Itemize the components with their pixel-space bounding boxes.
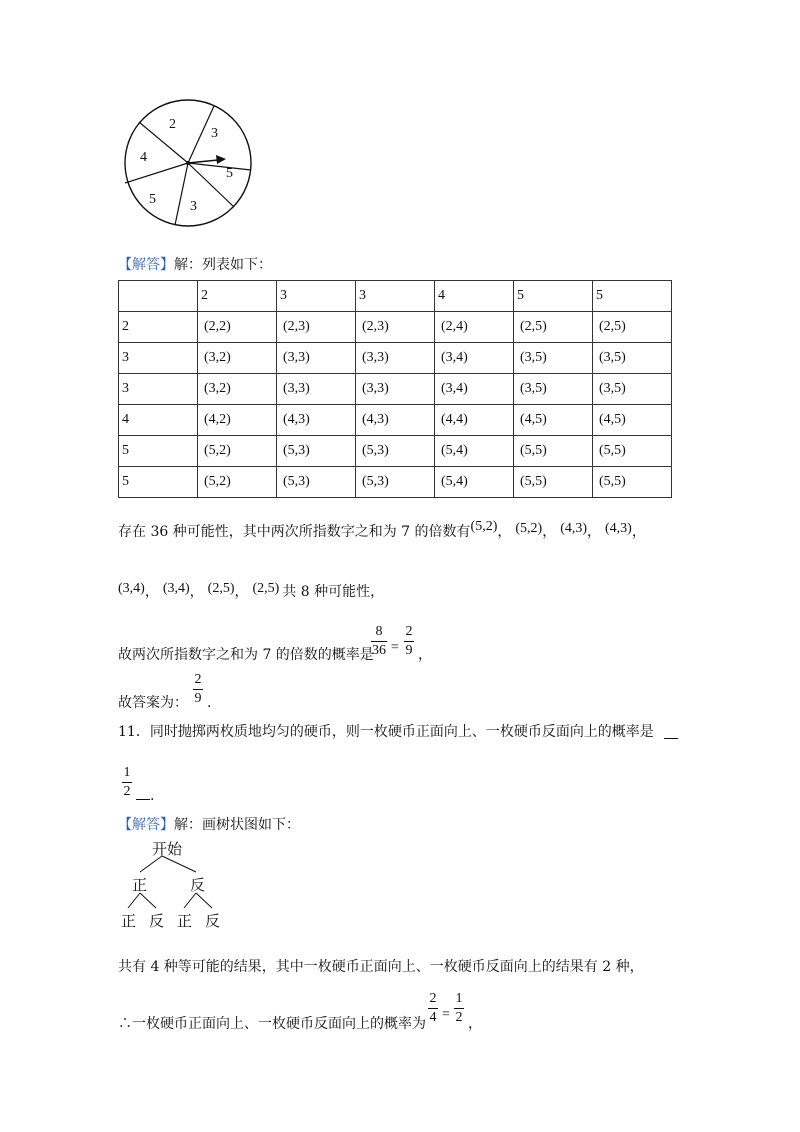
table-cell: (5,2) <box>198 467 277 498</box>
table-cell: (5,5) <box>514 467 593 498</box>
table-row-label: 3 <box>119 343 198 374</box>
q11-line1: 共有 4 种等可能的结果，其中一枚硬币正面向上、一枚硬币反面向上的结果有 2 种， <box>118 959 644 975</box>
table-row-label: 5 <box>119 467 198 498</box>
answer-blank <box>664 738 678 739</box>
tree-leaf: 反 <box>205 912 221 930</box>
comma: ， <box>418 647 432 663</box>
sector-label: 3 <box>190 199 197 214</box>
table-header-cell: 4 <box>435 281 514 312</box>
equals-sign: = <box>442 1007 450 1022</box>
table-row-label: 3 <box>119 374 198 405</box>
fraction-answer-2-9: 2 9 <box>194 672 202 706</box>
table-cell: (5,3) <box>277 436 356 467</box>
sector-label: 4 <box>140 150 147 165</box>
sector-label: 2 <box>169 117 176 132</box>
table-cell: (5,3) <box>277 467 356 498</box>
table-cell: (2,2) <box>198 312 277 343</box>
q11-line2: ∴一枚硬币正面向上、一枚硬币反面向上的概率为 <box>118 1016 426 1032</box>
table-cell: (4,2) <box>198 405 277 436</box>
table-cell: (2,5) <box>514 312 593 343</box>
table-cell: (2,3) <box>356 312 435 343</box>
table-header-cell: 3 <box>356 281 435 312</box>
pair: (2,5) <box>207 581 235 596</box>
q11-question: 11．同时抛掷两枚质地均匀的硬币，则一枚硬币正面向上、一枚硬币反面向上的概率是 <box>118 724 654 740</box>
q10-intro: 解：列表如下： <box>174 257 272 273</box>
table-row-label: 4 <box>119 405 198 436</box>
table-cell: (3,5) <box>593 374 672 405</box>
q10-intro-line <box>118 255 272 275</box>
sector-label: 5 <box>149 192 156 207</box>
fraction-1-2: 1 2 <box>455 991 463 1025</box>
table-cell: (3,4) <box>435 343 514 374</box>
q11-intro-line <box>118 815 300 835</box>
table-row <box>119 436 672 467</box>
fraction-2-4: 2 4 <box>429 991 437 1025</box>
table-row-label: 5 <box>119 436 198 467</box>
answer-blank <box>136 799 150 800</box>
table-header-cell: 5 <box>593 281 672 312</box>
pair: (3,4) <box>162 581 190 596</box>
table-cell: (3,2) <box>198 374 277 405</box>
table-cell: (4,5) <box>514 405 593 436</box>
table-header-cell <box>119 281 198 312</box>
table-header-cell: 3 <box>277 281 356 312</box>
table-cell: (4,3) <box>356 405 435 436</box>
spinner-diagram <box>120 98 258 232</box>
table-cell: (3,3) <box>356 374 435 405</box>
pair: (4,3) <box>605 521 632 536</box>
table-cell: (5,4) <box>435 436 514 467</box>
tree-leaf: 反 <box>149 912 165 930</box>
table-row <box>119 343 672 374</box>
table-cell: (3,3) <box>277 374 356 405</box>
comma: ， <box>468 1016 482 1032</box>
table-cell: (4,3) <box>277 405 356 436</box>
table-header-cell: 5 <box>514 281 593 312</box>
table-cell: (5,3) <box>356 467 435 498</box>
table-cell: (2,5) <box>593 312 672 343</box>
tree-diagram <box>118 838 238 934</box>
table-cell: (3,5) <box>514 374 593 405</box>
q11-intro: 解：画树状图如下： <box>174 817 300 833</box>
sector-label: 5 <box>226 166 233 181</box>
table-row <box>119 312 672 343</box>
answer-label: 【解答】 <box>118 257 174 273</box>
table-cell: (3,5) <box>593 343 672 374</box>
table-cell: (3,5) <box>514 343 593 374</box>
q11-answer-fraction: 1 2 <box>123 765 131 799</box>
table-row <box>119 374 672 405</box>
table-row <box>119 405 672 436</box>
q10-line2-tail: 共 8 种可能性， <box>282 584 385 600</box>
fraction-8-36: 8 36 <box>372 624 386 658</box>
equals-sign: = <box>391 640 399 655</box>
tree-root: 开始 <box>152 840 183 858</box>
answer-label: 【解答】 <box>118 817 174 833</box>
q10-line1: 存在 36 种可能性，其中两次所指数字之和为 7 的倍数有(5,2)， (5,2)， (4,3)， (4,3)， <box>118 519 646 540</box>
tree-leaf: 正 <box>121 912 137 930</box>
pair: (4,3) <box>560 521 588 536</box>
tree-leaf: 正 <box>177 912 193 930</box>
table-header-row <box>119 281 672 312</box>
table-cell: (5,3) <box>356 436 435 467</box>
table-cell: (2,3) <box>277 312 356 343</box>
table-cell: (4,4) <box>435 405 514 436</box>
table-cell: (3,2) <box>198 343 277 374</box>
table-cell: (3,4) <box>435 374 514 405</box>
outcome-table <box>118 280 672 498</box>
q10-line2: (3,4)， (3,4)， (2,5)， (2,5) 共 8 种可能性， <box>118 581 385 600</box>
table-cell: (5,5) <box>593 436 672 467</box>
period: . <box>207 695 212 711</box>
table-cell: (4,5) <box>593 405 672 436</box>
sector-label: 3 <box>211 126 218 141</box>
tree-node: 反 <box>190 876 206 894</box>
q10-line1-text: 存在 36 种可能性，其中两次所指数字之和为 7 的倍数有 <box>118 524 471 540</box>
table-row-label: 2 <box>119 312 198 343</box>
tree-node: 正 <box>132 876 148 894</box>
table-cell: (3,3) <box>277 343 356 374</box>
table-cell: (5,2) <box>198 436 277 467</box>
table-cell: (3,3) <box>356 343 435 374</box>
pair: (3,4) <box>118 581 145 596</box>
q10-line4: 故答案为： <box>118 695 188 711</box>
table-row <box>119 467 672 498</box>
pair: (5,2) <box>515 521 543 536</box>
table-cell: (5,5) <box>593 467 672 498</box>
q10-line3: 故两次所指数字之和为 7 的倍数的概率是 <box>118 647 374 663</box>
period: . <box>150 788 155 804</box>
table-cell: (5,5) <box>514 436 593 467</box>
table-header-cell: 2 <box>198 281 277 312</box>
table-cell: (2,4) <box>435 312 514 343</box>
pair: (2,5) <box>252 581 280 596</box>
table-cell: (5,4) <box>435 467 514 498</box>
pair: (5,2) <box>470 519 498 534</box>
fraction-2-9: 2 9 <box>405 624 413 658</box>
